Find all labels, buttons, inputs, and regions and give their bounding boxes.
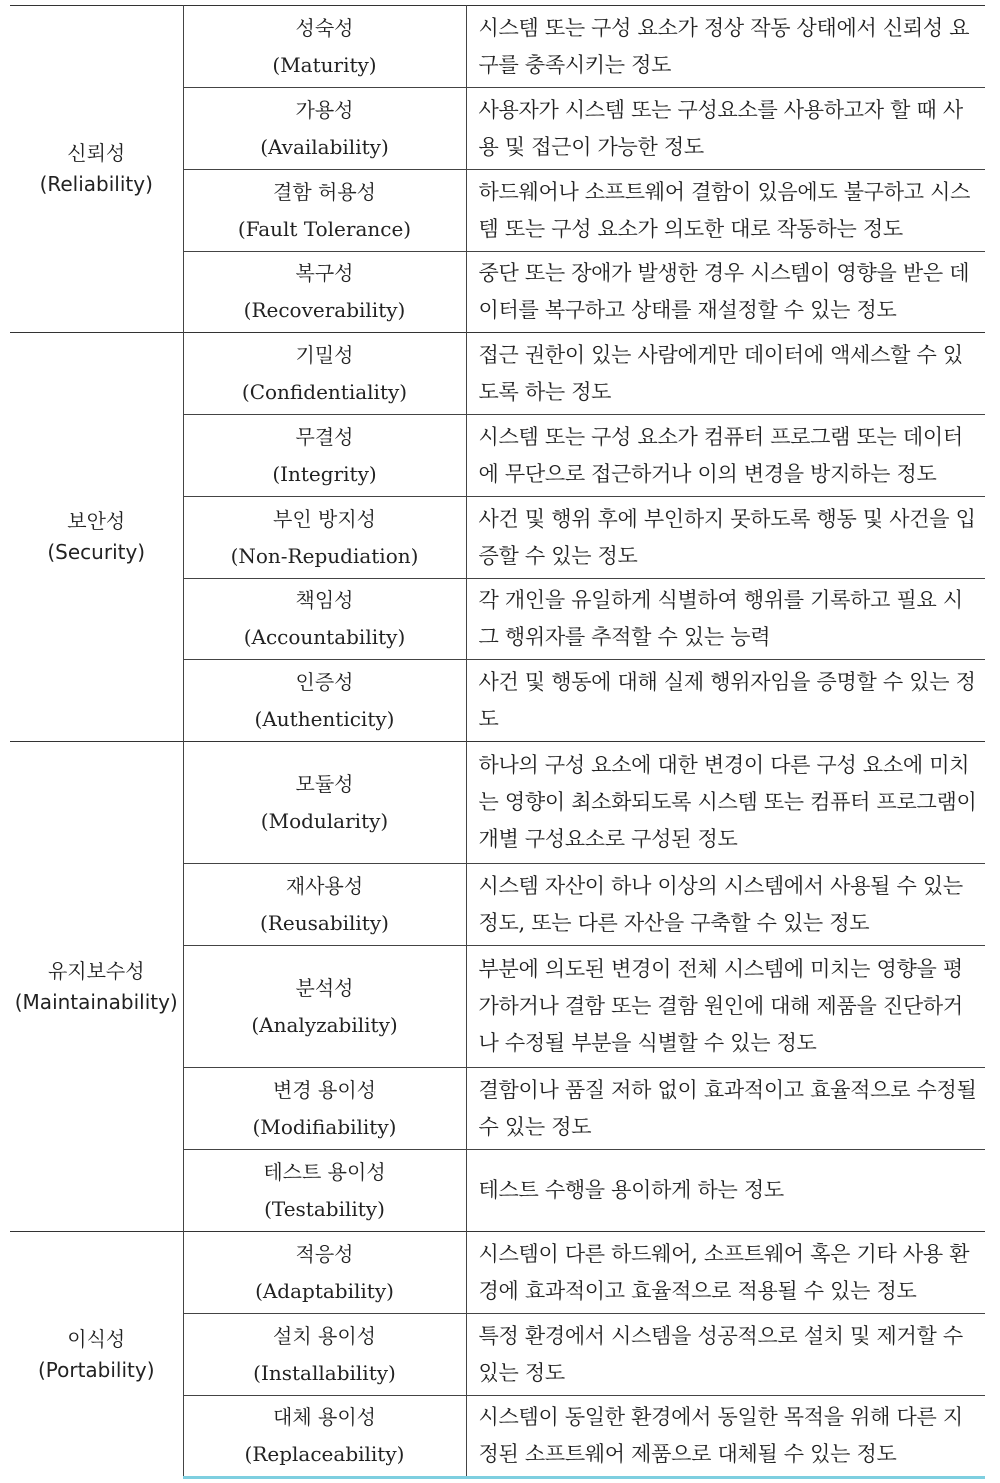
category-name: 신뢰성 — [67, 141, 126, 165]
subcharacteristic-cell — [183, 6, 466, 88]
subcharacteristic-cell — [183, 579, 466, 660]
subcharacteristic-name: 테스트 용이성 — [263, 1159, 386, 1184]
subcharacteristic-name-en: (Fault Tolerance) — [237, 216, 412, 241]
description-cell: 시스템 또는 구성 요소가 정상 작동 상태에서 신뢰성 요구를 충족시키는 정도 — [466, 6, 985, 88]
subcharacteristic-name: 적응성 — [295, 1241, 354, 1266]
subcharacteristic-name-en: (Testability) — [264, 1196, 385, 1221]
description-cell: 테스트 수행을 용이하게 하는 정도 — [466, 1150, 985, 1232]
subcharacteristic-cell — [183, 88, 466, 170]
subcharacteristic-name-en: (Recoverability) — [243, 298, 406, 322]
table-row — [10, 742, 985, 864]
category-name-en: (Portability) — [37, 1357, 155, 1382]
table-row — [10, 6, 985, 88]
category-name-en: (Security) — [47, 540, 146, 564]
description-cell: 사용자가 시스템 또는 구성요소를 사용하고자 할 때 사용 및 접근이 가능한 정도 — [466, 88, 985, 170]
subcharacteristic-name-en: (Reusability) — [260, 910, 389, 935]
subcharacteristic-name-en: (Maturity) — [272, 52, 377, 77]
subcharacteristic-cell — [183, 333, 466, 415]
subcharacteristic-name: 인증성 — [295, 669, 354, 694]
subcharacteristic-name-en: (Replaceability) — [244, 1442, 405, 1466]
subcharacteristic-name: 가용성 — [295, 97, 354, 122]
subcharacteristic-name: 분석성 — [295, 975, 354, 1000]
subcharacteristic-name: 기밀성 — [295, 342, 354, 367]
subcharacteristic-name: 대체 용이성 — [273, 1405, 376, 1429]
subcharacteristic-name-en: (Non-Repudiation) — [230, 543, 419, 568]
subcharacteristic-cell — [183, 1314, 466, 1396]
subcharacteristic-name: 무결성 — [295, 424, 354, 449]
category-name: 유지보수성 — [47, 958, 145, 983]
description-cell: 사건 및 행위 후에 부인하지 못하도록 행동 및 사건을 입증할 수 있는 정도 — [466, 497, 985, 579]
description-cell: 하나의 구성 요소에 대한 변경이 다른 구성 요소에 미치는 영향이 최소화되도록 시스템 또는 컴퓨터 프로그램이 개별 구성요소로 구성된 정도 — [466, 742, 985, 864]
category-name: 보안성 — [67, 509, 126, 533]
description-cell: 시스템이 동일한 환경에서 동일한 목적을 위해 다른 지정된 소프트웨어 제품으로 대체될 수 있는 정도 — [466, 1396, 985, 1478]
subcharacteristic-cell — [183, 946, 466, 1068]
subcharacteristic-cell — [183, 1150, 466, 1232]
category-cell — [10, 742, 183, 1232]
subcharacteristic-name-en: (Analyzability) — [251, 1012, 398, 1037]
subcharacteristic-name: 재사용성 — [285, 873, 364, 898]
subcharacteristic-name: 결함 허용성 — [273, 179, 376, 204]
subcharacteristic-name: 부인 방지성 — [273, 506, 376, 531]
quality-characteristics-table — [10, 5, 985, 1479]
subcharacteristic-name-en: (Availability) — [260, 134, 389, 159]
description-cell: 부분에 의도된 변경이 전체 시스템에 미치는 영향을 평가하거나 결함 또는 결함 원인에 대해 제품을 진단하거나 수정될 부분을 식별할 수 있는 정도 — [466, 946, 985, 1068]
description-cell: 사건 및 행동에 대해 실제 행위자임을 증명할 수 있는 정도 — [466, 660, 985, 742]
description-cell: 중단 또는 장애가 발생한 경우 시스템이 영향을 받은 데이터를 복구하고 상태를 재설정할 수 있는 정도 — [466, 252, 985, 333]
subcharacteristic-cell — [183, 742, 466, 864]
category-cell — [10, 1232, 183, 1478]
subcharacteristic-name-en: (Confidentiality) — [241, 379, 408, 404]
subcharacteristic-name: 책임성 — [295, 588, 354, 612]
description-cell: 결함이나 품질 저하 없이 효과적이고 효율적으로 수정될 수 있는 정도 — [466, 1068, 985, 1150]
description-cell: 시스템 자산이 하나 이상의 시스템에서 사용될 수 있는 정도, 또는 다른 자산을 구축할 수 있는 정도 — [466, 864, 985, 946]
subcharacteristic-cell — [183, 415, 466, 497]
category-cell — [10, 333, 183, 742]
subcharacteristic-name-en: (Modularity) — [260, 808, 389, 833]
subcharacteristic-cell — [183, 170, 466, 252]
subcharacteristic-name-en: (Installability) — [253, 1360, 396, 1385]
description-cell: 하드웨어나 소프트웨어 결함이 있음에도 불구하고 시스템 또는 구성 요소가 의도한 대로 작동하는 정도 — [466, 170, 985, 252]
description-cell: 특정 환경에서 시스템을 성공적으로 설치 및 제거할 수 있는 정도 — [466, 1314, 985, 1396]
description-cell: 시스템 또는 구성 요소가 컴퓨터 프로그램 또는 데이터에 무단으로 접근하거나 이의 변경을 방지하는 정도 — [466, 415, 985, 497]
subcharacteristic-name: 변경 용이성 — [273, 1077, 376, 1102]
table-body — [10, 6, 985, 1478]
subcharacteristic-cell — [183, 660, 466, 742]
subcharacteristic-cell — [183, 1396, 466, 1478]
subcharacteristic-name: 복구성 — [295, 261, 354, 285]
subcharacteristic-name-en: (Authenticity) — [254, 706, 395, 731]
category-name-en: (Reliability) — [39, 172, 153, 196]
description-cell: 각 개인을 유일하게 식별하여 행위를 기록하고 필요 시 그 행위자를 추적할 수 있는 능력 — [466, 579, 985, 660]
subcharacteristic-name-en: (Modifiability) — [252, 1114, 397, 1139]
description-cell: 시스템이 다른 하드웨어, 소프트웨어 혹은 기타 사용 환경에 효과적이고 효율적으로 적용될 수 있는 정도 — [466, 1232, 985, 1314]
category-name: 이식성 — [67, 1326, 126, 1351]
subcharacteristic-cell — [183, 252, 466, 333]
subcharacteristic-cell — [183, 1068, 466, 1150]
subcharacteristic-name: 성숙성 — [295, 15, 354, 40]
category-cell — [10, 6, 183, 333]
subcharacteristic-cell — [183, 1232, 466, 1314]
subcharacteristic-cell — [183, 864, 466, 946]
subcharacteristic-name: 설치 용이성 — [273, 1323, 376, 1348]
table-row — [10, 1232, 985, 1314]
category-name-en: (Maintainability) — [14, 989, 178, 1014]
subcharacteristic-name-en: (Adaptability) — [255, 1278, 394, 1303]
subcharacteristic-cell — [183, 497, 466, 579]
subcharacteristic-name: 모듈성 — [295, 771, 354, 796]
subcharacteristic-name-en: (Integrity) — [272, 461, 377, 486]
subcharacteristic-name-en: (Accountability) — [243, 625, 406, 649]
description-cell: 접근 권한이 있는 사람에게만 데이터에 액세스할 수 있도록 하는 정도 — [466, 333, 985, 415]
table-row — [10, 333, 985, 415]
